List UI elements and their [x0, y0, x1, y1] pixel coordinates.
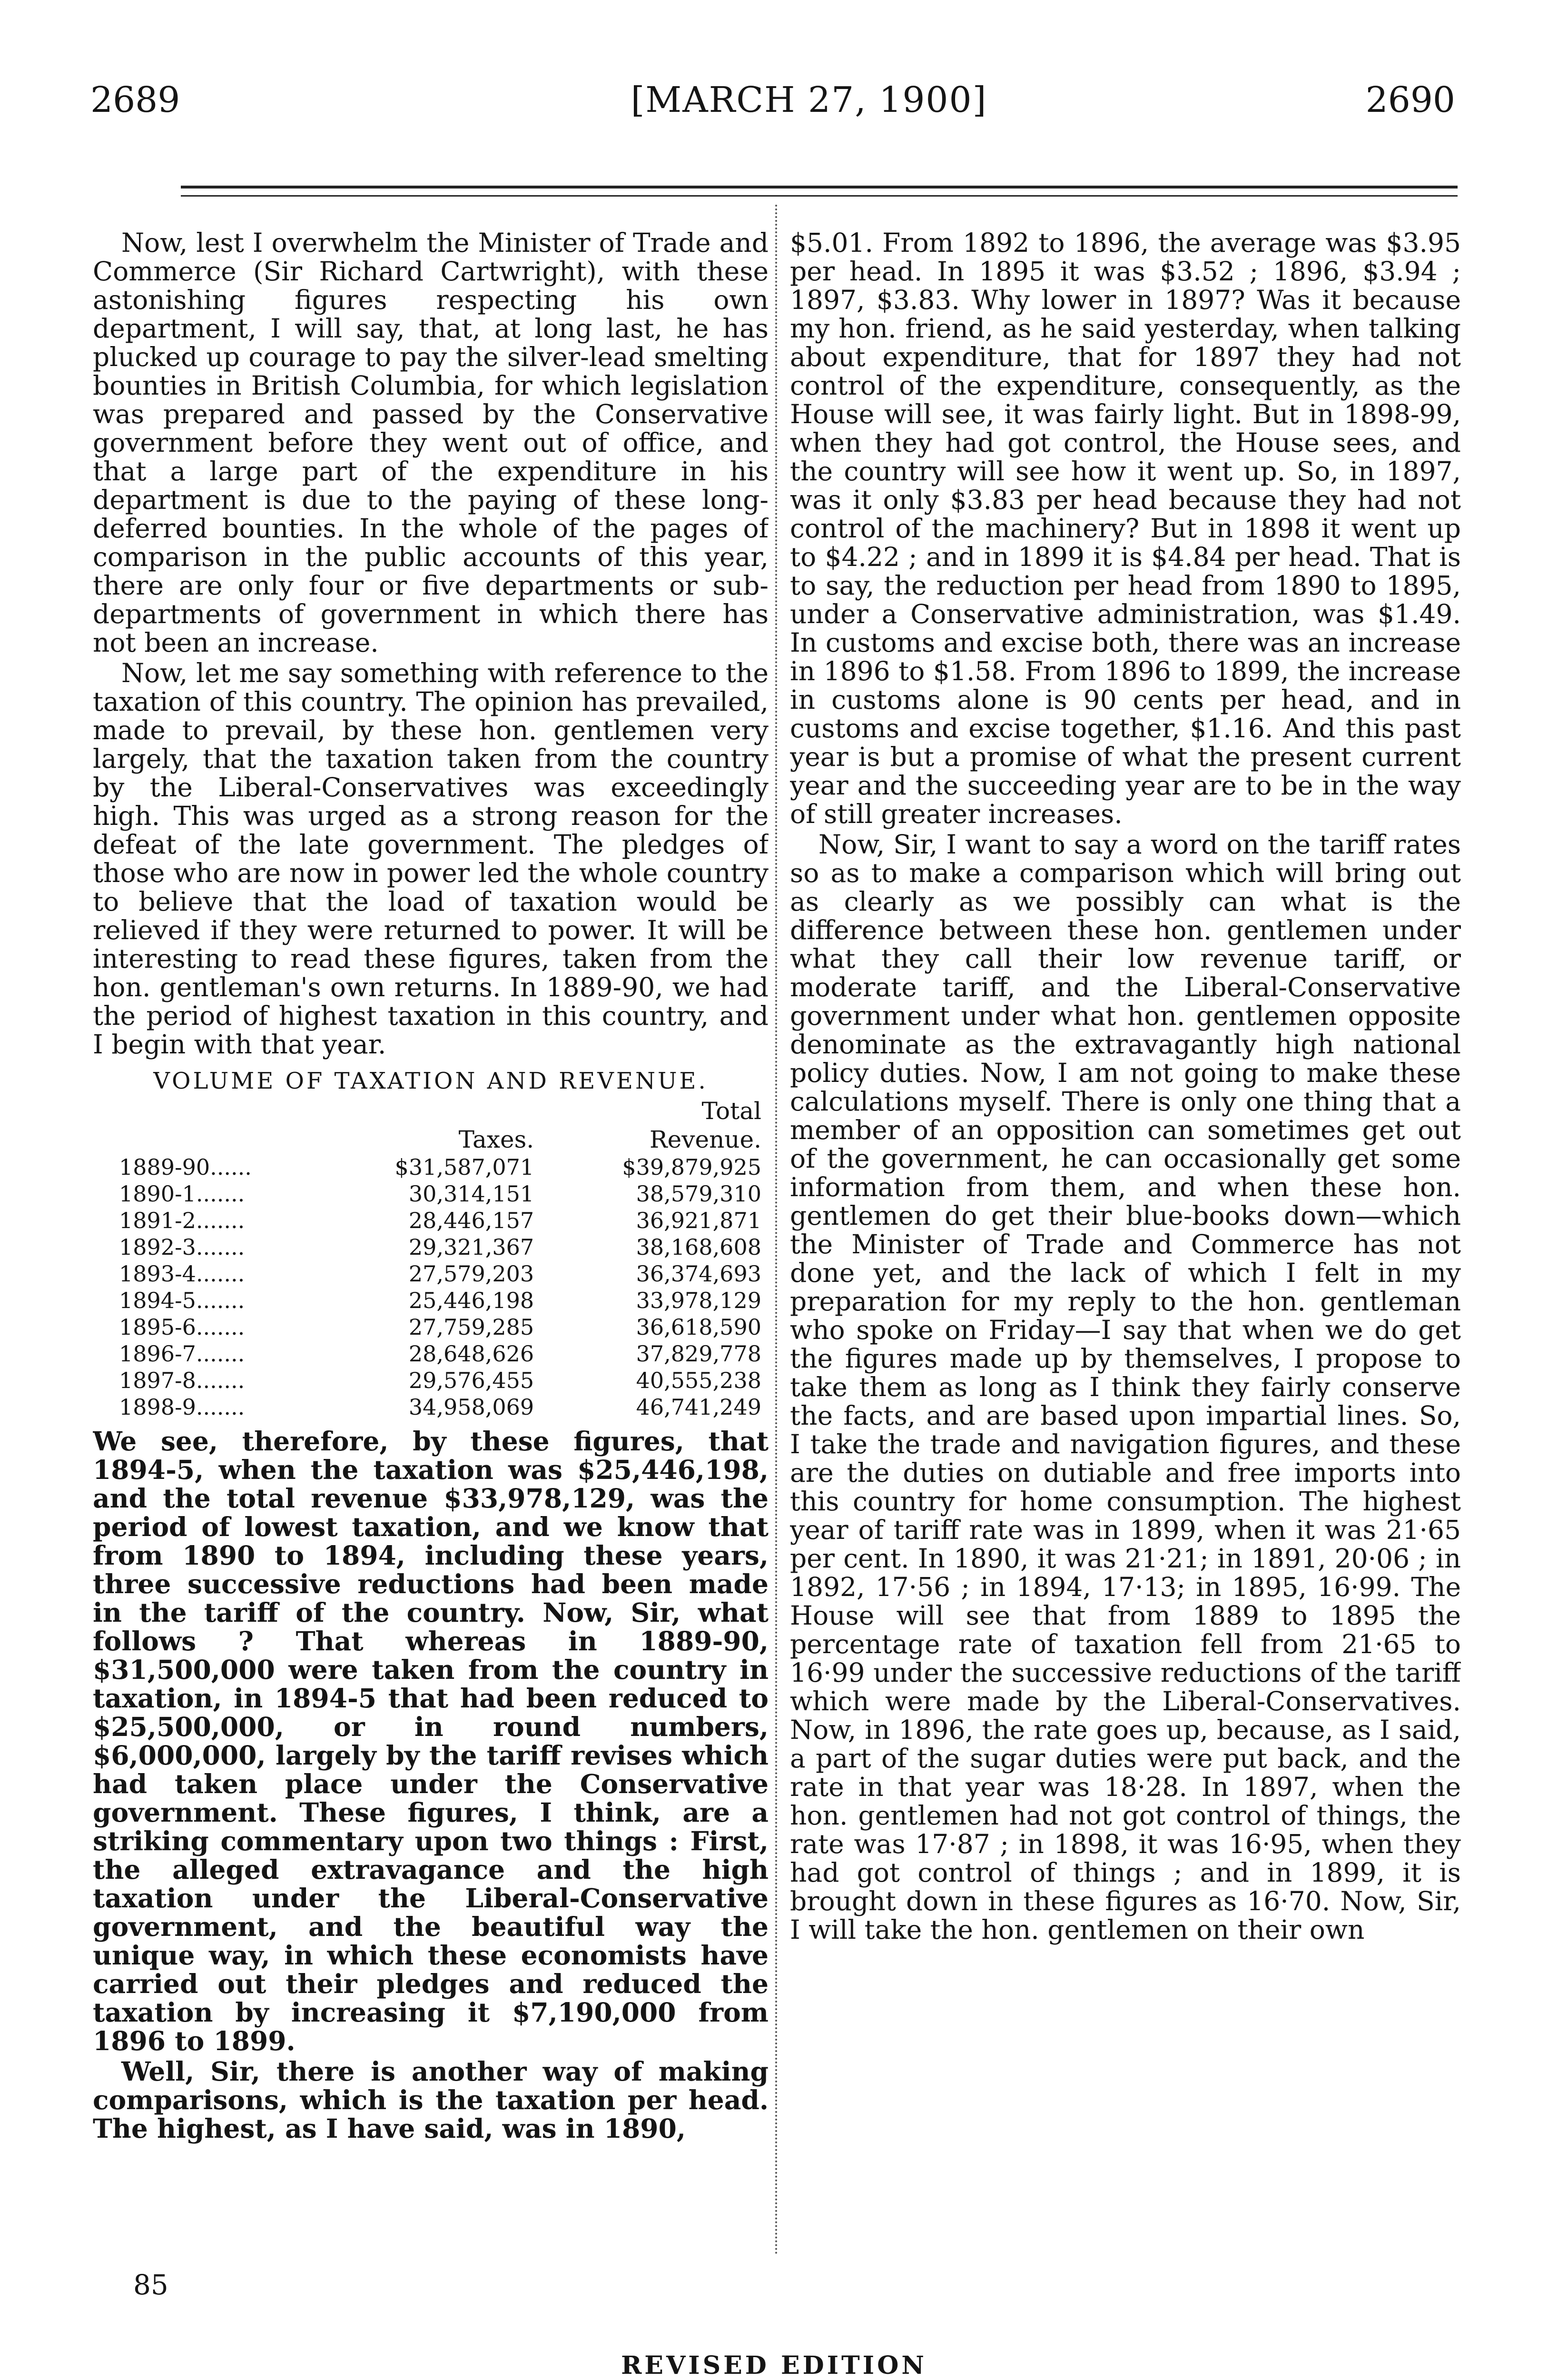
table-row	[119, 1207, 761, 1234]
column-divider	[775, 205, 777, 2256]
table-body	[119, 1154, 761, 1420]
table-row	[119, 1260, 761, 1287]
table-header-blank	[119, 1097, 352, 1125]
table-cell-taxes: 29,321,367	[408, 1234, 534, 1260]
table-cell-taxes: 30,314,151	[408, 1181, 534, 1207]
header-rule-thin	[181, 195, 1458, 197]
table-cell-year: 1889-90......	[119, 1154, 252, 1180]
table-cell-revenue: 36,374,693	[636, 1261, 761, 1287]
table-header-blank	[119, 1125, 352, 1154]
table-cell-taxes: 34,958,069	[408, 1394, 534, 1420]
table-title: VOLUME OF TAXATION AND REVENUE.	[153, 1068, 708, 1094]
signature-mark: 85	[133, 2269, 168, 2301]
table-cell-revenue: 40,555,238	[636, 1368, 761, 1393]
table-row	[119, 1154, 761, 1180]
table-cell-revenue: 38,168,608	[636, 1234, 761, 1260]
table-row	[119, 1234, 761, 1260]
table-cell-taxes: 29,576,455	[408, 1368, 534, 1393]
table-cell-taxes: 25,446,198	[408, 1288, 534, 1313]
left-paragraph-3: We see, therefore, by these figures, that 1894-5, when the taxation was $25,446,198, and the total revenue $33,978,129, was the period of lowest taxation, and we know that from 1890 to 1894, including these years, three successive reductions had been made in the tariff of the country. Now, Sir, what follows ? That whereas in 1889-90, $31,500,000 were taken from the country in taxation, in 1894-5 that had been reduced to $25,500,000, or in round numbers, $6,000,000, largely by the tariff revises which had taken place under the Conservative government. These figures, I think, are a striking commentary upon two things : First, the alleged extravagance and the high taxation under the Liberal-Conservative government, and the beautiful way the unique way, in which these economists have carried out their pledges and reduced the taxation by increasing it $7,190,000 from 1896 to 1899.	[93, 1426, 769, 2056]
table-cell-year: 1890-1.......	[119, 1181, 245, 1207]
table-cell-year: 1897-8.......	[119, 1368, 245, 1393]
page-number-left: 2689	[90, 79, 180, 120]
right-column	[790, 228, 1461, 2261]
table-cell-revenue: 37,829,778	[636, 1341, 761, 1367]
table-cell-year: 1892-3.......	[119, 1234, 245, 1260]
table-cell-year: 1898-9.......	[119, 1394, 245, 1420]
table-cell-revenue: 46,741,249	[636, 1394, 761, 1420]
table-row	[119, 1314, 761, 1340]
table-cell-taxes: 28,648,626	[408, 1341, 534, 1367]
page-number-right: 2690	[1365, 79, 1455, 120]
right-paragraph-1: $5.01. From 1892 to 1896, the average was $3.95 per head. In 1895 it was $3.52 ; 1896, $3.94 ; 1897, $3.83. Why lower in 1897? Was it because my hon. friend, as he said yesterday, when talking about expenditure, that for 1897 they had not control of the expenditure, consequently, as the House will see, it was fairly light. But in 1898-99, when they had got control, the House sees, and the country will see how it went up. So, in 1897, was it only $3.83 per head because they had not control of the machinery? But in 1898 it went up to $4.22 ; and in 1899 it is $4.84 per head. That is to say, the reduction per head from 1890 to 1895, under a Conservative administration, was $1.49. In customs and excise both, there was an increase in 1896 to $1.58. From 1896 to 1899, the increase in customs alone is 90 cents per head, and in customs and excise together, $1.16. And this past year is but a promise of what the present current year and the succeeding year are to be in the way of still greater increases.	[790, 228, 1461, 829]
table-row	[119, 1287, 761, 1314]
table-cell-year: 1893-4.......	[119, 1261, 245, 1287]
table-header-row	[119, 1125, 761, 1154]
table-cell-revenue: 36,618,590	[636, 1314, 761, 1340]
table-cell-revenue: 33,978,129	[636, 1288, 761, 1313]
left-paragraph-1: Now, lest I overwhelm the Minister of Trade and Commerce (Sir Richard Cartwright), with these astonishing figures respecting his own department, I will say, that, at long last, he has plucked up courage to pay the silver-lead smelting bounties in British Columbia, for which legislation was prepared and passed by the Conservative government before they went out of office, and that a large part of the expenditure in his department is due to the paying of these long-deferred bounties. In the whole of the pages of comparison in the public accounts of this year, there are only four or five departments or sub-departments of government in which there has not been an increase.	[93, 228, 769, 658]
left-column	[93, 228, 769, 2261]
table-header-row	[119, 1097, 761, 1125]
left-paragraph-4: Well, Sir, there is another way of making comparisons, which is the taxation per head. The highest, as I have said, was in 1890,	[93, 2056, 769, 2144]
right-paragraph-2: Now, Sir, I want to say a word on the tariff rates so as to make a comparison which will bring out as clearly as we possibly can what is the difference between these hon. gentlemen under what they call their low revenue tariff, or moderate tariff, and the Liberal-Conservative government under what hon. gentlemen opposite denominate as the extravagantly high national policy duties. Now, I am not going to make these calculations myself. There is only one thing that a member of an opposition can sometimes get out of the government, he can occasionally get some information from them, and when these hon. gentlemen do get their blue-books down—which the Minister of Trade and Commerce has not done yet, and the lack of which I felt in my preparation for my reply to the hon. gentleman who spoke on Friday—I say that when we do get the figures made up by themselves, I propose to take them as long as I think they fairly conserve the facts, and are based upon impartial lines. So, I take the trade and navigation figures, and these are the duties on dutiable and free imports into this country for home consumption. The highest year of tariff rate was in 1899, when it was 21·65 per cent. In 1890, it was 21·21; in 1891, 20·06 ; in 1892, 17·56 ; in 1894, 17·13; in 1895, 16·99. The House will see that from 1889 to 1895 the percentage rate of taxation fell from 21·65 to 16·99 under the successive reductions of the tariff which were made by the Liberal-Conservatives. Now, in 1896, the rate goes up, because, as I said, a part of the sugar duties were put back, and the rate in that year was 18·28. In 1897, when the hon. gentlemen had not got control of things, the rate was 17·87 ; in 1898, it was 16·95, when they had got control of things ; and in 1899, it is brought down in these figures as 16·70. Now, Sir, I will take the hon. gentlemen on their own	[790, 829, 1461, 1945]
table-cell-revenue: 38,579,310	[636, 1181, 761, 1207]
table-cell-taxes: $31,587,071	[394, 1154, 534, 1180]
header-rule-thick	[181, 186, 1458, 188]
edition-footer: REVISED EDITION	[621, 2351, 927, 2380]
header-date: [MARCH 27, 1900]	[631, 79, 987, 120]
table-cell-year: 1891-2.......	[119, 1208, 245, 1233]
table-cell-taxes: 28,446,157	[408, 1208, 534, 1233]
table-row	[119, 1340, 761, 1367]
table-cell-taxes: 27,579,203	[408, 1261, 534, 1287]
table-header-taxes: Taxes.	[458, 1126, 534, 1153]
table-header-total: Total	[701, 1097, 761, 1125]
table-row	[119, 1180, 761, 1207]
taxation-table	[119, 1097, 761, 1420]
table-cell-year: 1895-6.......	[119, 1314, 245, 1340]
table-cell-year: 1894-5.......	[119, 1288, 245, 1313]
left-paragraph-2: Now, let me say something with reference to the taxation of this country. The opinion has prevailed, made to prevail, by these hon. gentlemen very largely, that the taxation taken from the country by the Liberal-Conservatives was exceedingly high. This was urged as a strong reason for the defeat of the late government. The pledges of those who are now in power led the whole country to believe that the load of taxation would be relieved if they were returned to power. It will be interesting to read these figures, taken from the hon. gentleman's own returns. In 1889-90, we had the period of highest taxation in this country, and I begin with that year.	[93, 658, 769, 1060]
table-row	[119, 1367, 761, 1394]
table-cell-revenue: $39,879,925	[622, 1154, 761, 1180]
table-cell-taxes: 27,759,285	[408, 1314, 534, 1340]
table-cell-revenue: 36,921,871	[636, 1208, 761, 1233]
table-cell-year: 1896-7.......	[119, 1341, 245, 1367]
table-header-revenue: Revenue.	[650, 1126, 761, 1153]
table-row	[119, 1394, 761, 1420]
table-header-spacer	[352, 1097, 534, 1125]
